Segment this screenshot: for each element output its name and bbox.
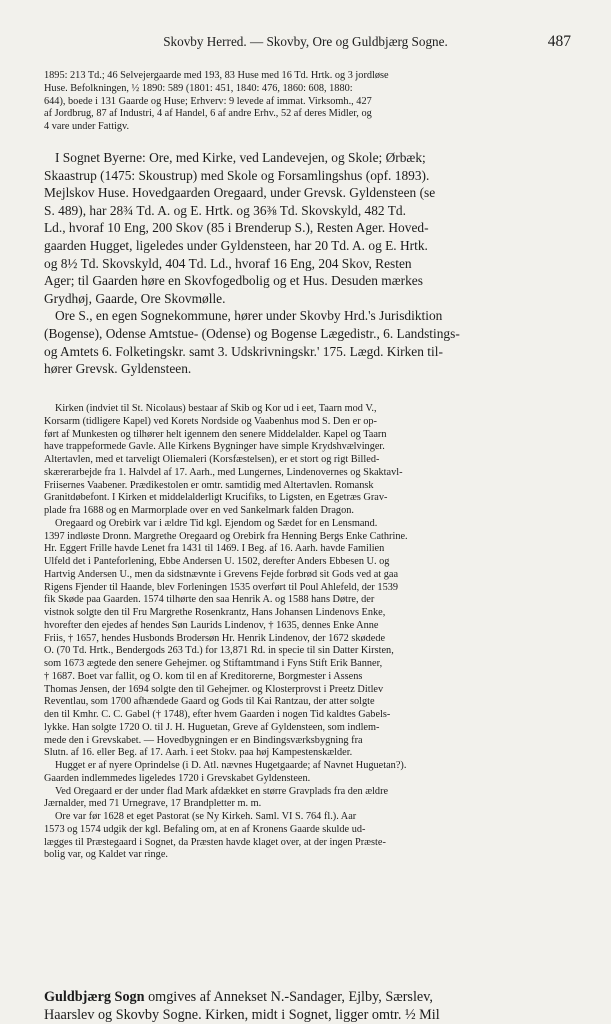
text-line: som 1673 ægtede den senere Gehejmer. og Stiftamtmand i Fyns Stift Erik Banner,	[44, 658, 383, 669]
text-line: Thomas Jensen, der 1694 solgte den til Gehejmer. og Klosterprovst i Preetz Ditlev	[44, 683, 384, 695]
text-line: Ved Oregaard er der under flad Mark afdækket en større Gravplads fra den ældre	[55, 785, 389, 797]
text-line: Friisernes Vaabener. Prædikestolen er omtr. samtidig med Altertavlen. Romansk	[44, 479, 374, 491]
text-line: hvorefter den ejedes af hendes Søn Laurids Lindenov, † 1635, dennes Enke Anne	[44, 619, 379, 631]
text-line: Reventlau, som 1700 afhændede Gaard og Gods til Kai Rantzau, der atter solgte	[44, 696, 375, 708]
text-line: 4 vare under Fattigv.	[44, 121, 130, 133]
text-line: vistnok solgte den til Fru Margrethe Rosenkrantz, Hans Johansen Lindenovs Enke,	[44, 607, 386, 618]
text-line: lægges til Præstegaard i Sognet, da Præsten havde klaget over, at der ingen Præste-	[44, 836, 386, 848]
text-line: Hugget er af nyere Oprindelse (i D. Atl. nævnes Hugetgaarde; af Navnet Huguetan?).	[55, 760, 407, 771]
text-line: af Jordbrug, 87 af Industri, 4 af Handel, 6 af andre Erhv., 52 af deres Midler, og	[44, 108, 372, 120]
text-line: Oregaard og Orebirk var i ældre Tid kgl. Ejendom og Sædet for en Lensmand.	[55, 517, 378, 529]
text-line: Gaarden indlemmedes ligeledes 1720 i Grevskabet Gyldensteen.	[44, 772, 311, 784]
text-line: lykke. Han solgte 1720 O. til J. H. Huguetan, Greve af Gyldensteen, som indlem-	[44, 721, 380, 733]
text-line: Ore S., en egen Sognekommune, hører under Skovby Hrd.'s Jurisdiktion	[55, 308, 443, 324]
text-line: I Sognet Byerne: Ore, med Kirke, ved Landevejen, og Skole; Ørbæk;	[55, 150, 426, 165]
next-section	[44, 988, 569, 1024]
text-line: Korsarm (tidligere Kapel) ved Korets Nordside og Vaabenhus mod S. Den er op-	[44, 415, 377, 427]
text-line: bolig var, og Kaldet var ringe.	[44, 849, 168, 861]
text-line: S. 489), har 28¾ Td. A. og E. Hrtk. og 36⅜ Td. Skovskyld, 482 Td.	[44, 202, 406, 218]
text-line: have trappeformede Gavle. Alle Kirkens Bygninger have simple Krydshvælvinger.	[44, 441, 385, 453]
text-line: mede den i Grevskabet. — Hovedbygningen er en Bindingsværksbygning fra	[44, 734, 363, 746]
text-line: Hr. Eggert Frille havde Lenet fra 1431 til 1469. I Beg. af 16. Aarh. havde Familien	[44, 543, 385, 555]
text-line: † 1687. Boet var fallit, og O. kom til en af Kreditorerne, Borgmester i Assens	[44, 670, 363, 682]
text-line: Hartvig Andersen U., men da sidstnævnte i Grevens Fejde forbrød sit Gods ved at gaa	[44, 568, 399, 580]
page-number: 487	[547, 33, 571, 50]
text-line: Ulfeld det i Panteforlening, Ebbe Andersen U. 1502, derefter Anders Ebbesen U. og	[44, 556, 390, 567]
text-line: Ld., hvoraf 10 Eng, 200 Skov (85 i Brenderup S.), Resten Ager. Hoved-	[44, 220, 429, 236]
section-text: omgives af Annekset N.-Sandager, Ejlby, Særslev,	[148, 989, 433, 1005]
text-line: Haarslev og Skovby Sogne. Kirken, midt i Sognet, ligger omtr. ½ Mil	[44, 1007, 440, 1023]
text-line: 1895: 213 Td.; 46 Selvejergaarde med 193, 83 Huse med 16 Td. Hrtk. og 3 jordløse	[44, 70, 389, 81]
text-line: Granitdøbefont. I Kirken et middelalderligt Krucifiks, to Ligsten, en Egetræs Grav-	[44, 492, 388, 504]
text-line: Huse. Befolkningen, ½ 1890: 589 (1801: 451, 1840: 476, 1860: 608, 1880:	[44, 82, 353, 94]
text-line: skærerarbejde fra 1. Halvdel af 17. Aarh., med Lungernes, Lindenovernes og Skaktavl-	[44, 466, 403, 478]
text-line: 1397 indløste Dronn. Margrethe Oregaard og Orebirk fra Henning Bergs Enke Cathrine.	[44, 530, 408, 542]
text-line: hører Grevsk. Gyldensteen.	[44, 361, 192, 377]
text-line: Slutn. af 16. eller Beg. af 17. Aarh. i eet Stokv. paa høj Kampestenskælder.	[44, 747, 353, 759]
text-line: Grydhøj, Gaarde, Ore Skovmølle.	[44, 290, 226, 306]
text-line: 644), boede i 131 Gaarde og Huse; Erhverv: 9 levede af immat. Virksomh., 427	[44, 95, 372, 107]
text-line: (Bogense), Odense Amtstue- (Odense) og Bogense Lægedistr., 6. Landstings-	[44, 325, 460, 341]
text-line: 1573 og 1574 udgik der kgl. Befaling om, at en af Kronens Gaarde skulde ud-	[44, 823, 366, 835]
text-line: og 8½ Td. Skovskyld, 404 Td. Ld., hvoraf 16 Eng, 204 Skov, Resten	[44, 255, 412, 271]
running-title: Skovby Herred. — Skovby, Ore og Guldbjærg Sogne.	[163, 34, 448, 49]
text-line: Mejlskov Huse. Hovedgaarden Oregaard, under Grevsk. Gyldensteen (se	[44, 185, 436, 201]
text-line: O. (70 Td. Hrtk., Bendergods 263 Td.) for 13,871 Rd. in specie til sin Datter Kirsten,	[44, 645, 394, 657]
text-line: Kirken (indviet til St. Nicolaus) bestaar af Skib og Kor ud i eet, Taarn mod V.,	[55, 403, 377, 414]
text-line: Rigens Fjender til Haande, blev Forleningen 1535 overført til Poul Ahlefeld, der 1539	[44, 581, 399, 593]
text-line: Ager; til Gaarden høre en Skovfogedbolig og et Hus. Desuden mærkes	[44, 273, 423, 289]
text-line: den til Kmhr. C. C. Gabel († 1748), efter hvem Gaarden i nogen Tid kaldtes Gabels-	[44, 709, 391, 720]
text-line: Friis, † 1657, hendes Husbonds Brodersøn Hr. Henrik Lindenov, der 1672 skødede	[44, 632, 386, 644]
section-heading: Guldbjærg Sogn	[44, 989, 145, 1005]
text-line: Ore var før 1628 et eget Pastorat (se Ny Kirkeh. Saml. VI S. 764 fl.). Aar	[55, 811, 357, 822]
church-history-paragraph	[44, 403, 569, 862]
text-line: gaarden Hugget, ligeledes under Gyldensteen, har 20 Td. A. og E. Hrtk.	[44, 237, 428, 253]
parish-paragraph	[44, 149, 569, 378]
text-line: Jærnalder, med 71 Urnegrave, 17 Brandpletter m. m.	[44, 798, 262, 810]
text-line: Altertavlen, med et tarveligt Oliemaleri (Korsfæstelsen), er et stort og rigt Billed-	[44, 454, 380, 465]
text-line: ført af Munkesten og tilhører helt igennem den senere Middelalder. Kapel og Taarn	[44, 428, 387, 440]
section-heading-line	[44, 988, 569, 1006]
statistics-paragraph	[44, 70, 569, 134]
text-line: fik Skøde paa Gaarden. 1574 tilhørte den saa Henrik A. og 1588 hans Døtre, der	[44, 594, 375, 606]
text-line: plade fra 1688 og en Marmorplade over en ved Sankelmark falden Dragon.	[44, 505, 354, 516]
text-line: Skaastrup (1475: Skoustrup) med Skole og Forsamlingshus (opf. 1893).	[44, 167, 430, 183]
page-header	[40, 34, 571, 54]
text-line: og Amtets 6. Folketingskr. samt 3. Udskrivningskr.' 175. Lægd. Kirken til-	[44, 343, 443, 359]
